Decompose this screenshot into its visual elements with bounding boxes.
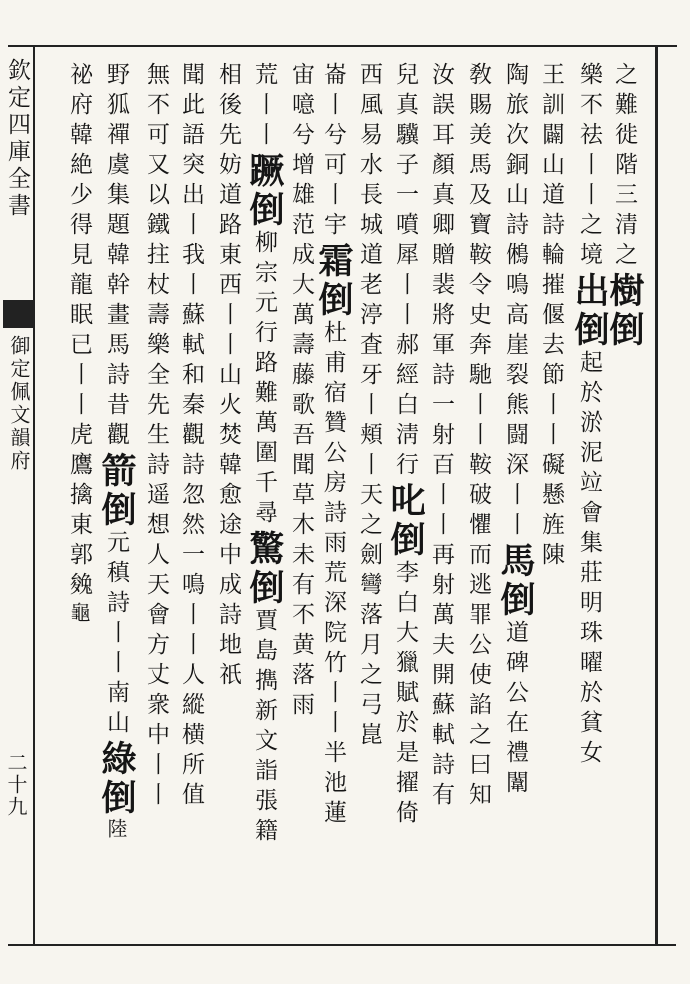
text-column [135,62,175,938]
text-segment: 陸 [104,818,128,844]
headword: 倒 [385,521,426,560]
headword: 蹶 [244,152,285,191]
text-segment: 野狐禪虞集題韓幹畫馬詩昔觀 [103,62,129,452]
headword: 綠 [96,740,137,779]
headword: 霜 [313,242,354,281]
text-column [457,62,497,938]
text-column [58,62,98,938]
headword: 樹 [604,272,645,311]
text-segment: 王訓闢山道詩輪摧偃去節丨丨礙懸旌陳 [538,62,564,572]
text-column [207,62,247,938]
headword: 倒 [569,311,610,350]
text-segment: 天之劍彎落月之弓崑 [356,482,382,752]
headword: 倒 [495,581,536,620]
text-segment: 妨道路東西丨丨山火焚 [215,152,241,452]
text-segment: 龜 [67,602,91,628]
page-frame-tick [655,45,677,47]
text-segment: 之難徙階三清之 [611,62,637,272]
headword: 倒 [244,569,285,608]
text-segment: 樂不祛丨丨之境 [576,62,602,272]
page-frame-left [33,45,35,945]
page-frame-top [8,45,676,47]
text-column [243,62,283,938]
text-segment: 祕府韓絶少得見龍眠已丨丨 [66,62,92,422]
text-column [530,62,570,938]
text-segment: 虎鷹擒東郭㕙 [66,422,92,602]
headword: 倒 [313,281,354,320]
text-column [494,62,534,938]
text-segment: 陶旅次銅山詩鵂鳴高崖裂熊闘深丨丨 [502,62,528,542]
text-segment: 范成大萬壽藤歌吾聞草木未有不黄落雨 [288,212,314,722]
text-segment: 敎賜羙馬及寶鞍令史奔馳丨丨鞍破懼而逃罪公使諂之曰知 [465,62,491,812]
margin-fishtail-block [3,300,33,328]
text-segment: 宙噫兮增雄 [288,62,314,212]
text-column [420,62,460,938]
text-segment: 李白大獵賦於是擢倚 [392,560,418,830]
text-segment: 起於淤泥竝會集莊明珠曜於貧女 [576,350,602,770]
text-column [95,62,135,938]
headword: 馬 [495,542,536,581]
text-column [603,62,643,938]
text-column [384,62,424,938]
text-segment: 西風易水長城道老渟査牙丨頬丨 [356,62,382,482]
headword: 出 [569,272,610,311]
headword: 倒 [96,779,137,818]
page-frame-right [655,45,658,945]
text-segment: 崙丨兮可丨宇 [320,62,346,242]
text-column [170,62,210,938]
margin-page-number: 二十九 [4,752,28,818]
text-segment: 相後先 [215,62,241,152]
headword: 倒 [604,311,645,350]
text-column [568,62,608,938]
text-segment: 柳宗元行路難萬圍千尋 [251,230,277,530]
headword: 驚 [244,530,285,569]
text-segment: 賈島擕新文詣張籍 [251,608,277,848]
page-frame-bottom [8,944,676,946]
headword: 倒 [96,491,137,530]
text-segment: 兒真驥子一噴犀丨丨郝經白淸行 [392,62,418,482]
text-segment: 韓愈途中成詩地祇 [215,452,241,692]
margin-book-title: 欽定四庫全書 [4,58,30,220]
text-segment: 元稹詩丨丨南山 [103,530,129,740]
headword: 叱 [385,482,426,521]
text-segment: 道碑公在禮闈 [502,620,528,800]
text-segment: 荒丨丨 [251,62,277,152]
margin-volume-title: 御定佩文韻府 [7,335,31,473]
text-column [280,62,320,938]
text-column [348,62,388,938]
text-segment: 聞此語突出丨我丨蘇軾和秦觀詩忽然一鳴丨丨人縱横所值 [178,62,204,812]
text-segment: 無不可又以鐵拄杖壽樂全先生詩遥想人天會方丈衆中丨丨 [143,62,169,812]
text-segment: 汝誤耳顏真卿贈裴將軍詩一射百丨丨再射萬夫開蘇軾詩有 [428,62,454,812]
headword: 箭 [96,452,137,491]
headword: 倒 [244,191,285,230]
text-segment: 杜甫宿贊公房詩雨荒深院竹丨丨半池蓮 [320,320,346,830]
